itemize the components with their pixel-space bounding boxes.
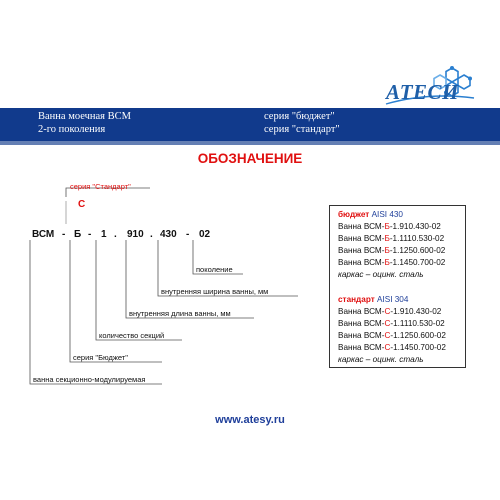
series-letter: С (384, 307, 391, 316)
code-part-width: 430 (160, 229, 177, 240)
website-link[interactable]: www.atesy.ru (215, 414, 285, 426)
standard-model-row: Ванна ВСМ-С-1.1250.600-02 (338, 331, 446, 340)
standard-material: AISI 304 (377, 295, 409, 304)
inner-width-label: внутренняя ширина ванны, мм (161, 287, 269, 296)
series-letter: Б (384, 258, 390, 267)
standard-frame-note: каркас – оцинк. сталь (338, 355, 424, 364)
standard-series-label: серия "Стандарт" (70, 182, 131, 191)
inner-length-label: внутренняя длина ванны, мм (129, 309, 231, 318)
header-product-name: Ванна моечная ВСМ (38, 111, 131, 122)
code-part-vsm: ВСМ (32, 229, 55, 240)
budget-model-row: Ванна ВСМ-Б-1.1450.700-02 (338, 258, 446, 267)
budget-material: AISI 430 (371, 210, 403, 219)
page-title: ОБОЗНАЧЕНИЕ (197, 151, 303, 166)
series-letter: Б (384, 222, 390, 231)
generation-label: поколение (196, 265, 233, 274)
budget-heading-label: бюджет (338, 210, 370, 219)
budget-model-row: Ванна ВСМ-Б-1.910.430-02 (338, 222, 441, 231)
standard-model-row: Ванна ВСМ-С-1.1450.700-02 (338, 343, 446, 352)
standard-heading-label: стандарт (338, 295, 375, 304)
code-separator: . (150, 229, 153, 240)
budget-model-row: Ванна ВСМ-Б-1.1250.600-02 (338, 246, 446, 255)
sections-label: количество секций (99, 331, 165, 340)
budget-model-row: Ванна ВСМ-Б-1.1110.530-02 (338, 234, 445, 243)
code-separator: - (88, 229, 92, 240)
header-series-standard: серия "стандарт" (264, 124, 340, 135)
code-part-generation: 02 (199, 229, 211, 240)
series-letter: С (384, 343, 391, 352)
logo-text: АТЕСИ (386, 80, 459, 104)
code-separator: . (114, 229, 117, 240)
code-separator: - (186, 229, 190, 240)
header-generation: 2-го поколения (38, 124, 106, 135)
series-letter: Б (384, 246, 390, 255)
bath-type-label: ванна секционно-модулируемая (33, 375, 146, 384)
standard-model-row: Ванна ВСМ-С-1.910.430-02 (338, 307, 442, 316)
code-part-length: 910 (127, 229, 144, 240)
budget-heading (338, 210, 403, 219)
series-letter: Б (384, 234, 390, 243)
code-part-sections: 1 (101, 229, 107, 240)
standard-model-row: Ванна ВСМ-С-1.1110.530-02 (338, 319, 445, 328)
atesi-logo (378, 62, 478, 112)
inner-length-leader (126, 240, 254, 318)
budget-series-label: серия "Бюджет" (73, 353, 128, 362)
standard-code-letter: С (78, 199, 86, 210)
standard-heading (338, 295, 408, 304)
series-letter: С (384, 331, 391, 340)
code-part-series: Б (74, 229, 82, 240)
header-series-budget: серия "бюджет" (264, 111, 335, 122)
code-separator: - (62, 229, 66, 240)
budget-frame-note: каркас – оцинк. сталь (338, 270, 424, 279)
series-letter: С (384, 319, 391, 328)
budget-series-leader (70, 240, 165, 362)
